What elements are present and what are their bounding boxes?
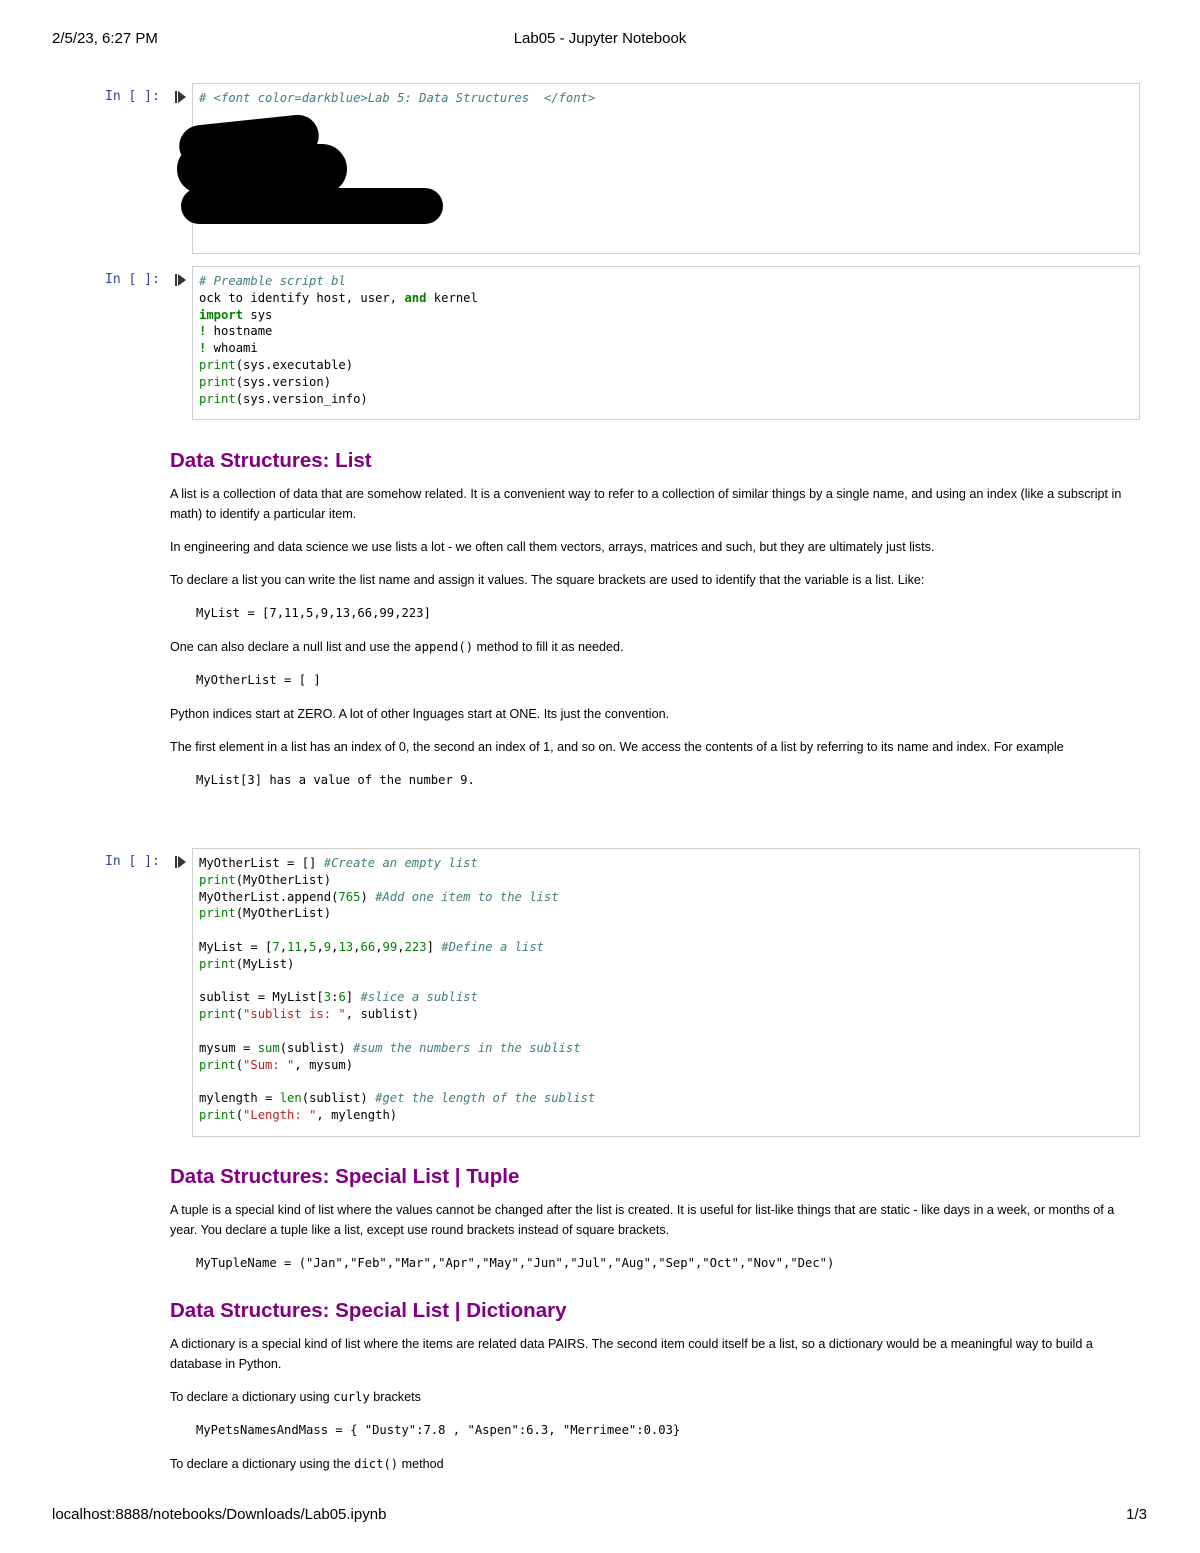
code-line: print(sys.version_info) xyxy=(199,391,368,406)
code-editor[interactable] xyxy=(199,855,595,1124)
print-datetime: 2/5/23, 6:27 PM xyxy=(52,30,158,47)
code-cell-2[interactable] xyxy=(95,266,1140,420)
code-line: ock to identify host, user, and kernel xyxy=(199,290,478,305)
code-line: print("Sum: ", mysum) xyxy=(199,1057,354,1072)
text-segment: To declare a dictionary using the xyxy=(170,1457,355,1471)
code-editor[interactable] xyxy=(199,90,595,107)
code-line: print(MyOtherList) xyxy=(199,906,332,921)
paragraph: To declare a list you can write the list name and assign it values. The square brackets are used to identify that the variable is a list. Like: xyxy=(170,573,925,587)
print-footer xyxy=(0,1506,1200,1526)
code-line: MyOtherList.append(765) #Add one item to the list xyxy=(199,889,559,904)
code-line: sublist = MyList[3:6] #slice a sublist xyxy=(199,990,478,1005)
code-line: MyList = [7,11,5,9,13,66,99,223] #Define a list xyxy=(199,939,544,954)
code-line: MyOtherList = [] #Create an empty list xyxy=(199,856,478,870)
text-segment: brackets xyxy=(369,1390,421,1404)
code-line: print(sys.version) xyxy=(199,374,332,389)
code-example: MyList = [7,11,5,9,13,66,99,223] xyxy=(196,606,431,620)
paragraph xyxy=(170,1454,1135,1474)
text-segment: method xyxy=(398,1457,444,1471)
run-cell-icon[interactable] xyxy=(175,90,187,104)
code-line: ! whoami xyxy=(199,341,258,356)
code-line: print(sys.executable) xyxy=(199,357,354,372)
inline-code: curly xyxy=(333,1390,370,1404)
code-line: mylength = len(sublist) #get the length of the sublist xyxy=(199,1091,596,1106)
redaction-mark xyxy=(181,188,443,224)
run-cell-icon[interactable] xyxy=(175,855,187,869)
section-heading: Data Structures: List xyxy=(170,449,372,472)
paragraph: A tuple is a special kind of list where the values cannot be changed after the list is created. It is useful for list-like things that are static - like days in a week, or months of a year. You declare a tuple like a list, except use round brackets instead of square brackets. xyxy=(170,1203,1115,1237)
code-line: # <font color=darkblue>Lab 5: Data Structures </font> xyxy=(199,91,596,105)
paragraph: Python indices start at ZERO. A lot of other lnguages start at ONE. Its just the convention. xyxy=(170,707,670,721)
section-heading: Data Structures: Special List | Tuple xyxy=(170,1165,520,1188)
paragraph: In engineering and data science we use lists a lot - we often call them vectors, arrays, matrices and such, but they are ultimately just lists. xyxy=(170,540,935,554)
code-line: print(MyList) xyxy=(199,956,295,971)
code-line: print("sublist is: ", sublist) xyxy=(199,1007,420,1022)
text-segment: method to fill it as needed. xyxy=(473,640,624,654)
code-cell-3[interactable] xyxy=(95,848,1140,1137)
cell-prompt: In [ ]: xyxy=(105,89,160,104)
code-line: ! hostname xyxy=(199,324,273,339)
redaction-mark xyxy=(177,144,347,194)
code-example: MyList[3] has a value of the number 9. xyxy=(196,773,475,787)
code-cell-1[interactable] xyxy=(95,83,1140,254)
print-header xyxy=(0,30,1200,50)
code-input-area[interactable] xyxy=(192,266,1140,420)
paragraph xyxy=(170,1387,1135,1407)
paragraph: The first element in a list has an index of 0, the second an index of 1, and so on. We access the contents of a list by referring to its name and index. For example xyxy=(170,740,1064,754)
run-cell-icon[interactable] xyxy=(175,273,187,287)
text-segment: To declare a dictionary using xyxy=(170,1390,334,1404)
code-input-area[interactable] xyxy=(192,848,1140,1137)
markdown-list-section xyxy=(170,451,1135,790)
cell-prompt: In [ ]: xyxy=(105,272,160,287)
code-input-area[interactable] xyxy=(192,83,1140,254)
code-editor[interactable] xyxy=(199,273,478,407)
code-example: MyTupleName = ("Jan","Feb","Mar","Apr","May","Jun","Jul","Aug","Sep","Oct","Nov","Dec") xyxy=(196,1256,835,1270)
code-example: MyPetsNamesAndMass = { "Dusty":7.8 , "Aspen":6.3, "Merrimee":0.03} xyxy=(196,1423,681,1437)
code-line: import sys xyxy=(199,307,273,322)
print-page-number: 1/3 xyxy=(1126,1506,1147,1523)
text-segment: One can also declare a null list and use the xyxy=(170,640,415,654)
markdown-tuple-section xyxy=(170,1167,1135,1273)
inline-code: append() xyxy=(414,640,474,654)
code-line: print("Length: ", mylength) xyxy=(199,1107,398,1122)
paragraph xyxy=(170,637,1135,657)
print-page-title: Lab05 - Jupyter Notebook xyxy=(513,30,687,47)
code-example: MyOtherList = [ ] xyxy=(196,673,321,687)
inline-code: dict() xyxy=(354,1457,399,1471)
paragraph: A list is a collection of data that are somehow related. It is a convenient way to refer to a collection of similar things by a single name, and using an index (like a subscript in math) to identify a particular item. xyxy=(170,487,1122,521)
markdown-dictionary-section xyxy=(170,1301,1135,1474)
code-line: print(MyOtherList) xyxy=(199,872,332,887)
paragraph: A dictionary is a special kind of list where the items are related data PAIRS. The second item could itself be a list, so a dictionary would be a meaningful way to build a database in Python. xyxy=(170,1337,1093,1371)
section-heading: Data Structures: Special List | Dictionary xyxy=(170,1299,567,1322)
print-url: localhost:8888/notebooks/Downloads/Lab05.ipynb xyxy=(52,1506,387,1523)
code-line: # Preamble script bl xyxy=(199,274,346,288)
code-line: mysum = sum(sublist) #sum the numbers in the sublist xyxy=(199,1040,581,1055)
cell-prompt: In [ ]: xyxy=(105,854,160,869)
